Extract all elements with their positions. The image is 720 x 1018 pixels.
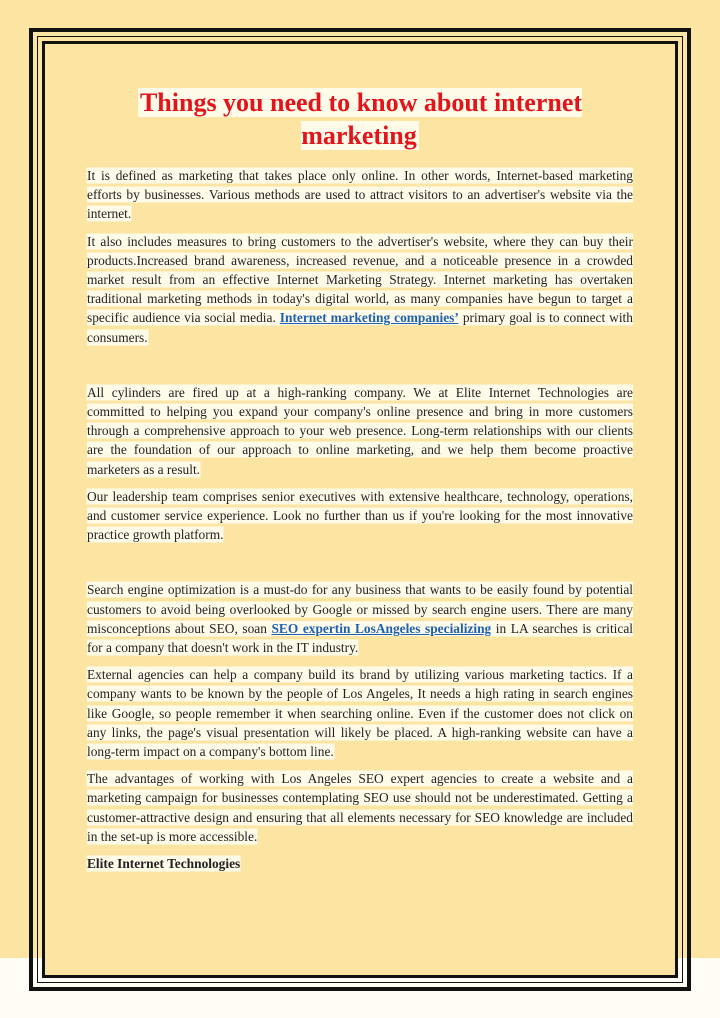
paragraph-definition [87,166,633,224]
signature-text: Elite Internet Technologies [87,856,241,872]
paragraph-company-text: All cylinders are fired up at a high-ranking company. We at Elite Internet Technologies are committed to helping you expand your company's online presence and bring in more customers through a comprehensive approach to your web presence. Long-term relationships with our clients are the foundation of our approach to online marketing, and we help them become proactive marketers as a result. [87,384,633,477]
paragraph-leadership [87,487,633,545]
paragraph-gap [87,355,633,383]
paragraph-measures-tail: primary goal is to connect with consumers. [87,310,633,345]
paragraph-external-agencies [87,665,633,761]
document-body [87,86,633,881]
paragraph-external-agencies-text: External agencies can help a company build its brand by utilizing various marketing tactics. If a company wants to be known by the people of Los Angeles, It needs a high rating in search engines like Google, so people remember it when searching online. Even if the customer does not click on any links, the page's visual presentation will likely be placed. A high-ranking website can have a long-term impact on a company's bottom line. [87,667,633,760]
paragraph-measures [87,232,633,347]
seo-expert-los-angeles-link[interactable]: SEO expertin LosAngeles specializing [271,620,492,636]
internet-marketing-companies-link[interactable]: Internet marketing companies’ [279,310,459,326]
paragraph-seo [87,580,633,657]
paragraph-gap [87,552,633,580]
page-title [87,86,633,152]
paragraph-leadership-text: Our leadership team comprises senior executives with extensive healthcare, technology, operations, and customer service experience. Look no further than us if you're looking for the most innovative practice growth platform. [87,488,633,543]
paragraph-company [87,383,633,479]
paragraph-definition-text: It is defined as marketing that takes place only online. In other words, Internet-based marketing efforts by businesses. Various methods are used to attract visitors to an advertiser's website via the internet. [87,168,633,222]
paragraph-advantages-text: The advantages of working with Los Angeles SEO expert agencies to create a website and a marketing campaign for businesses contemplating SEO use should not be underestimated. Getting a customer-attractive design and ensuring that all elements necessary for SEO knowledge are included in the set-up is more accessible. [87,771,633,844]
page-title-text: Things you need to know about internet marketing [139,88,583,150]
paragraph-seo-tail: in LA searches is critical for a company that doesn't work in the IT industry. [87,620,633,656]
paragraph-advantages [87,769,633,846]
paragraph-seo-text: Search engine optimization is a must-do for any business that wants to be easily found by potential customers to avoid being overlooked by Google or missed by search engine users. There are many misconceptions about SEO, soan [87,582,633,636]
paragraph-measures-text: It also includes measures to bring customers to the advertiser's website, where they can buy their products.Increased brand awareness, increased revenue, and a noticeable presence in a crowded market result from an effective Internet Marketing Strategy. Internet marketing has overtaken traditional marketing methods in today's digital world, as many companies have begun to target a specific audience via social media. [87,233,633,326]
signature [87,854,633,873]
